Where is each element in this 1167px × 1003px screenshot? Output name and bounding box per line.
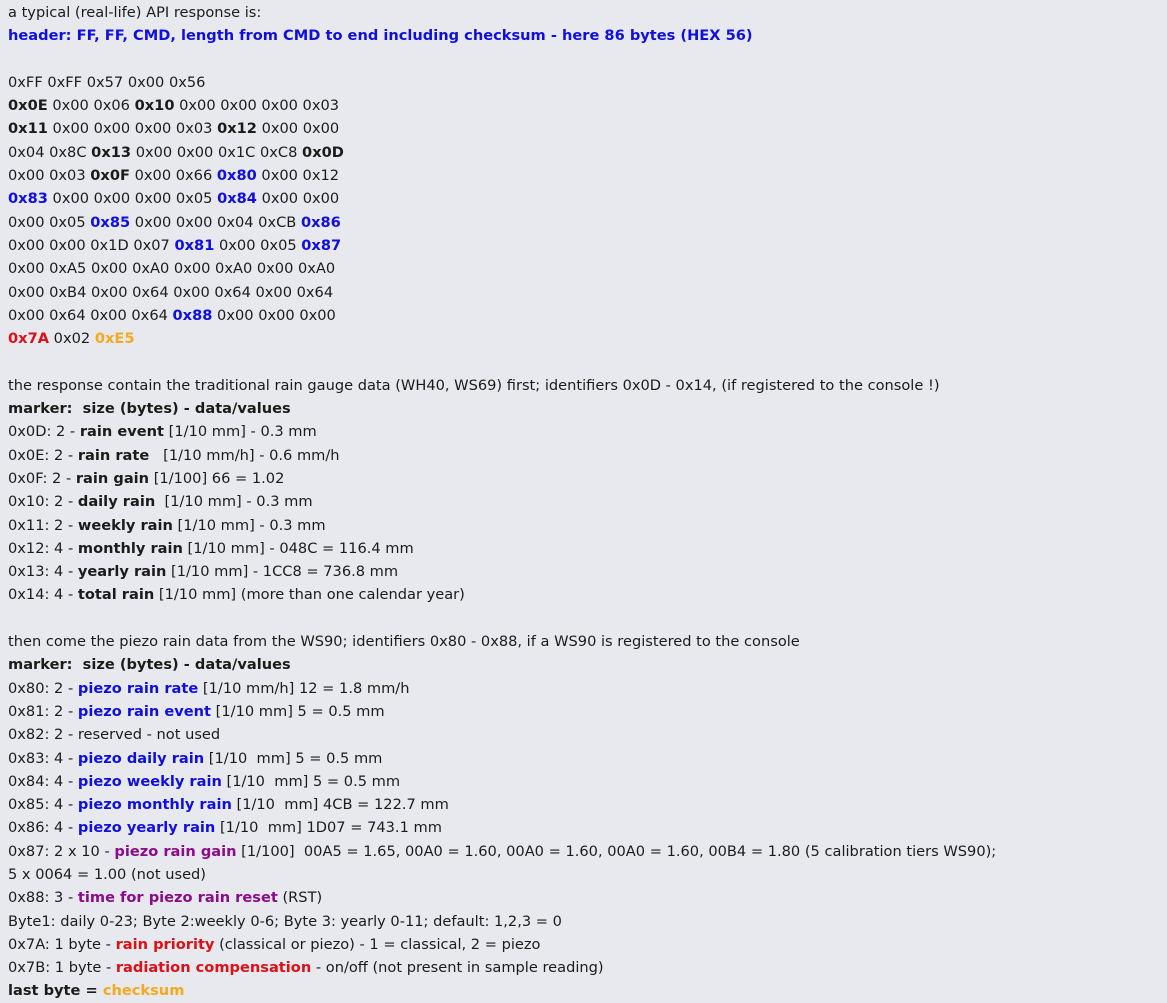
- text-segment: 0x11: 2 -: [8, 516, 78, 534]
- text-segment: 0x00 0x03: [8, 167, 91, 185]
- text-segment: [1/10 mm] - 1CC8 = 736.8 mm: [166, 563, 399, 581]
- text-segment: 0x85: 4 -: [8, 796, 78, 814]
- highlighted-text-segment: piezo daily rain: [77, 749, 205, 767]
- text-line: [8, 886, 1167, 909]
- text-segment: [1/10 mm] 5 = 0.5 mm: [204, 749, 383, 767]
- highlighted-text-segment: rain priority: [115, 935, 215, 953]
- highlighted-text-segment: 0x80: [216, 167, 257, 185]
- highlighted-text-segment: 0x0F: [90, 167, 130, 185]
- text-line: [8, 816, 1167, 839]
- highlighted-text-segment: 0x86: [300, 213, 341, 231]
- text-segment: 0x00 0x00: [256, 190, 340, 208]
- highlighted-text-segment: checksum: [102, 982, 185, 1000]
- highlighted-text-segment: rain event: [79, 423, 165, 441]
- highlighted-text-segment: 0x87: [301, 236, 342, 254]
- text-segment: 0x00 0x06: [47, 97, 135, 115]
- text-line: [8, 910, 1167, 933]
- text-line: [8, 863, 1167, 886]
- highlighted-text-segment: marker: size (bytes) - data/values: [8, 400, 291, 418]
- text-segment: [1/10 mm] (more than one calendar year): [154, 586, 465, 604]
- text-segment: 0x00 0xA5 0x00 0xA0 0x00 0xA0 0x00 0xA0: [8, 260, 336, 278]
- text-line: [8, 281, 1167, 304]
- text-segment: 0x0F: 2 -: [8, 469, 76, 487]
- text-segment: 0x00 0x00 0x00: [212, 306, 336, 324]
- text-line: [8, 514, 1167, 537]
- highlighted-text-segment: 0x10: [134, 97, 175, 115]
- highlighted-text-segment: 0x85: [90, 213, 131, 231]
- text-segment: 0xFF 0xFF 0x57 0x00 0x56: [8, 73, 206, 91]
- blank-line: [8, 48, 1167, 71]
- text-segment: 0x7A: 1 byte -: [8, 935, 116, 953]
- text-line: [8, 234, 1167, 257]
- text-segment: 0x0D: 2 -: [8, 423, 80, 441]
- text-line: [8, 467, 1167, 490]
- text-segment: 0x86: 4 -: [8, 819, 78, 837]
- text-segment: 0x00 0x00 0x00 0x03: [47, 120, 218, 138]
- text-segment: [1/10 mm] 5 = 0.5 mm: [221, 772, 401, 790]
- document-body: [8, 1, 1167, 1003]
- text-segment: [1/10 mm] 4CB = 122.7 mm: [231, 796, 449, 814]
- text-line: [8, 304, 1167, 327]
- highlighted-text-segment: yearly rain: [77, 563, 167, 581]
- text-line: [8, 211, 1167, 234]
- text-segment: 0x10: 2 -: [8, 493, 78, 511]
- text-segment: (classical or piezo) - 1 = classical, 2 = piezo: [214, 935, 541, 953]
- text-segment: 0x84: 4 -: [8, 772, 78, 790]
- text-segment: (RST): [277, 889, 323, 907]
- highlighted-text-segment: header: FF, FF, CMD, length from CMD to end including checksum - here 86 bytes (HEX 56): [8, 27, 753, 45]
- highlighted-text-segment: 0x11: [8, 120, 48, 138]
- highlighted-text-segment: weekly rain: [77, 516, 173, 534]
- highlighted-text-segment: 0x83: [8, 190, 48, 208]
- text-segment: 0x00 0x00 0x1C 0xC8: [131, 143, 303, 161]
- text-line: [8, 490, 1167, 513]
- text-segment: 0x88: 3 -: [8, 889, 78, 907]
- text-segment: 0x14: 4 -: [8, 586, 78, 604]
- highlighted-text-segment: piezo rain event: [77, 702, 212, 720]
- text-line: [8, 117, 1167, 140]
- text-segment: 0x83: 4 -: [8, 749, 78, 767]
- highlighted-text-segment: monthly rain: [77, 539, 183, 557]
- text-line: [8, 327, 1167, 350]
- text-segment: [1/10 mm] 1D07 = 743.1 mm: [215, 819, 442, 837]
- text-segment: 0x00 0x00 0x04 0xCB: [130, 213, 301, 231]
- text-segment: - on/off (not present in sample reading): [311, 959, 604, 977]
- text-line: [8, 24, 1167, 47]
- highlighted-text-segment: 0x0E: [8, 97, 48, 115]
- highlighted-text-segment: time for piezo rain reset: [77, 889, 278, 907]
- text-line: [8, 583, 1167, 606]
- text-segment: 0x02: [49, 330, 95, 348]
- text-segment: 0x13: 4 -: [8, 563, 78, 581]
- blank-line: [8, 607, 1167, 630]
- text-line: [8, 630, 1167, 653]
- text-segment: [1/10 mm] - 0.3 mm: [164, 423, 317, 441]
- text-line: [8, 677, 1167, 700]
- highlighted-text-segment: piezo yearly rain: [77, 819, 216, 837]
- highlighted-text-segment: 0x84: [217, 190, 257, 208]
- text-line: [8, 840, 1167, 863]
- text-line: [8, 956, 1167, 979]
- highlighted-text-segment: piezo rain rate: [77, 679, 199, 697]
- text-line: [8, 164, 1167, 187]
- text-segment: 0x00 0x00 0x00 0x05: [47, 190, 218, 208]
- text-segment: 0x00 0x05: [214, 236, 302, 254]
- text-line: [8, 793, 1167, 816]
- text-line: [8, 747, 1167, 770]
- text-line: [8, 374, 1167, 397]
- text-segment: 0x00 0x00: [256, 120, 340, 138]
- highlighted-text-segment: total rain: [77, 586, 155, 604]
- text-segment: [1/10 mm] - 048C = 116.4 mm: [182, 539, 414, 557]
- text-segment: 0x80: 2 -: [8, 679, 78, 697]
- text-segment: [1/10 mm] 5 = 0.5 mm: [211, 702, 385, 720]
- text-segment: a typical (real-life) API response is:: [8, 4, 262, 21]
- text-line: [8, 770, 1167, 793]
- highlighted-text-segment: rain gain: [75, 469, 150, 487]
- text-segment: 0x12: 4 -: [8, 539, 78, 557]
- text-segment: Byte1: daily 0-23; Byte 2:weekly 0-6; Byte 3: yearly 0-11; default: 1,2,3 = 0: [8, 912, 562, 930]
- text-line: [8, 71, 1167, 94]
- text-segment: then come the piezo rain data from the WS90; identifiers 0x80 - 0x88, if a WS90 is registered to the console: [8, 633, 800, 651]
- text-segment: [1/10 mm] - 0.3 mm: [155, 493, 313, 511]
- text-segment: 0x82: 2 - reserved - not used: [8, 726, 221, 744]
- text-segment: 0x00 0x00 0x00 0x03: [174, 97, 340, 115]
- text-segment: 0x04 0x8C: [8, 143, 92, 161]
- text-segment: 0x0E: 2 -: [8, 446, 78, 464]
- text-segment: the response contain the traditional rain gauge data (WH40, WS69) first; identifiers 0x0D - 0x14, (if registered to the console !): [8, 376, 940, 394]
- highlighted-text-segment: 0x7A: [8, 330, 50, 348]
- highlighted-text-segment: daily rain: [77, 493, 156, 511]
- text-segment: [1/100] 00A5 = 1.65, 00A0 = 1.60, 00A0 = 1.60, 00A0 = 1.60, 00B4 = 1.80 (5 calibration tiers WS90);: [236, 842, 997, 860]
- text-segment: 0x00 0xB4 0x00 0x64 0x00 0x64 0x00 0x64: [8, 283, 334, 301]
- highlighted-text-segment: 0x0D: [302, 143, 344, 161]
- text-line: [8, 187, 1167, 210]
- text-segment: [1/10 mm/h] 12 = 1.8 mm/h: [198, 679, 410, 697]
- highlighted-text-segment: piezo monthly rain: [77, 796, 232, 814]
- highlighted-text-segment: marker: size (bytes) - data/values: [8, 656, 291, 674]
- highlighted-text-segment: 0x13: [91, 143, 132, 161]
- highlighted-text-segment: 0x12: [217, 120, 257, 138]
- text-segment: 0x81: 2 -: [8, 702, 78, 720]
- blank-line: [8, 350, 1167, 373]
- text-line: [8, 933, 1167, 956]
- text-line: [8, 700, 1167, 723]
- text-segment: [1/10 mm/h] - 0.6 mm/h: [149, 446, 340, 464]
- highlighted-text-segment: 0xE5: [94, 330, 135, 348]
- highlighted-text-segment: rain rate: [77, 446, 150, 464]
- text-line: [8, 444, 1167, 467]
- text-line: [8, 397, 1167, 420]
- text-segment: 0x7B: 1 byte -: [8, 959, 116, 977]
- text-segment: 0x00 0x05: [8, 213, 91, 231]
- text-segment: 0x00 0x66: [129, 167, 217, 185]
- text-segment: 0x00 0x64 0x00 0x64: [8, 306, 173, 324]
- text-line: [8, 141, 1167, 164]
- text-line: [8, 94, 1167, 117]
- highlighted-text-segment: radiation compensation: [115, 959, 312, 977]
- text-line: [8, 653, 1167, 676]
- highlighted-text-segment: last byte =: [8, 982, 103, 1000]
- highlighted-text-segment: piezo rain gain: [114, 842, 237, 860]
- text-segment: 0x00 0x12: [256, 167, 340, 185]
- text-segment: 0x00 0x00 0x1D 0x07: [8, 236, 175, 254]
- highlighted-text-segment: 0x88: [172, 306, 213, 324]
- highlighted-text-segment: 0x81: [174, 236, 215, 254]
- text-line: [8, 537, 1167, 560]
- text-segment: 0x87: 2 x 10 -: [8, 842, 115, 860]
- text-line: [8, 723, 1167, 746]
- text-segment: [1/10 mm] - 0.3 mm: [172, 516, 326, 534]
- text-line: [8, 420, 1167, 443]
- text-segment: 5 x 0064 = 1.00 (not used): [8, 865, 206, 883]
- text-line: [8, 257, 1167, 280]
- text-line: [8, 979, 1167, 1002]
- highlighted-text-segment: piezo weekly rain: [77, 772, 222, 790]
- text-line: [8, 1, 1167, 24]
- text-segment: [1/100] 66 = 1.02: [149, 469, 285, 487]
- text-line: [8, 560, 1167, 583]
